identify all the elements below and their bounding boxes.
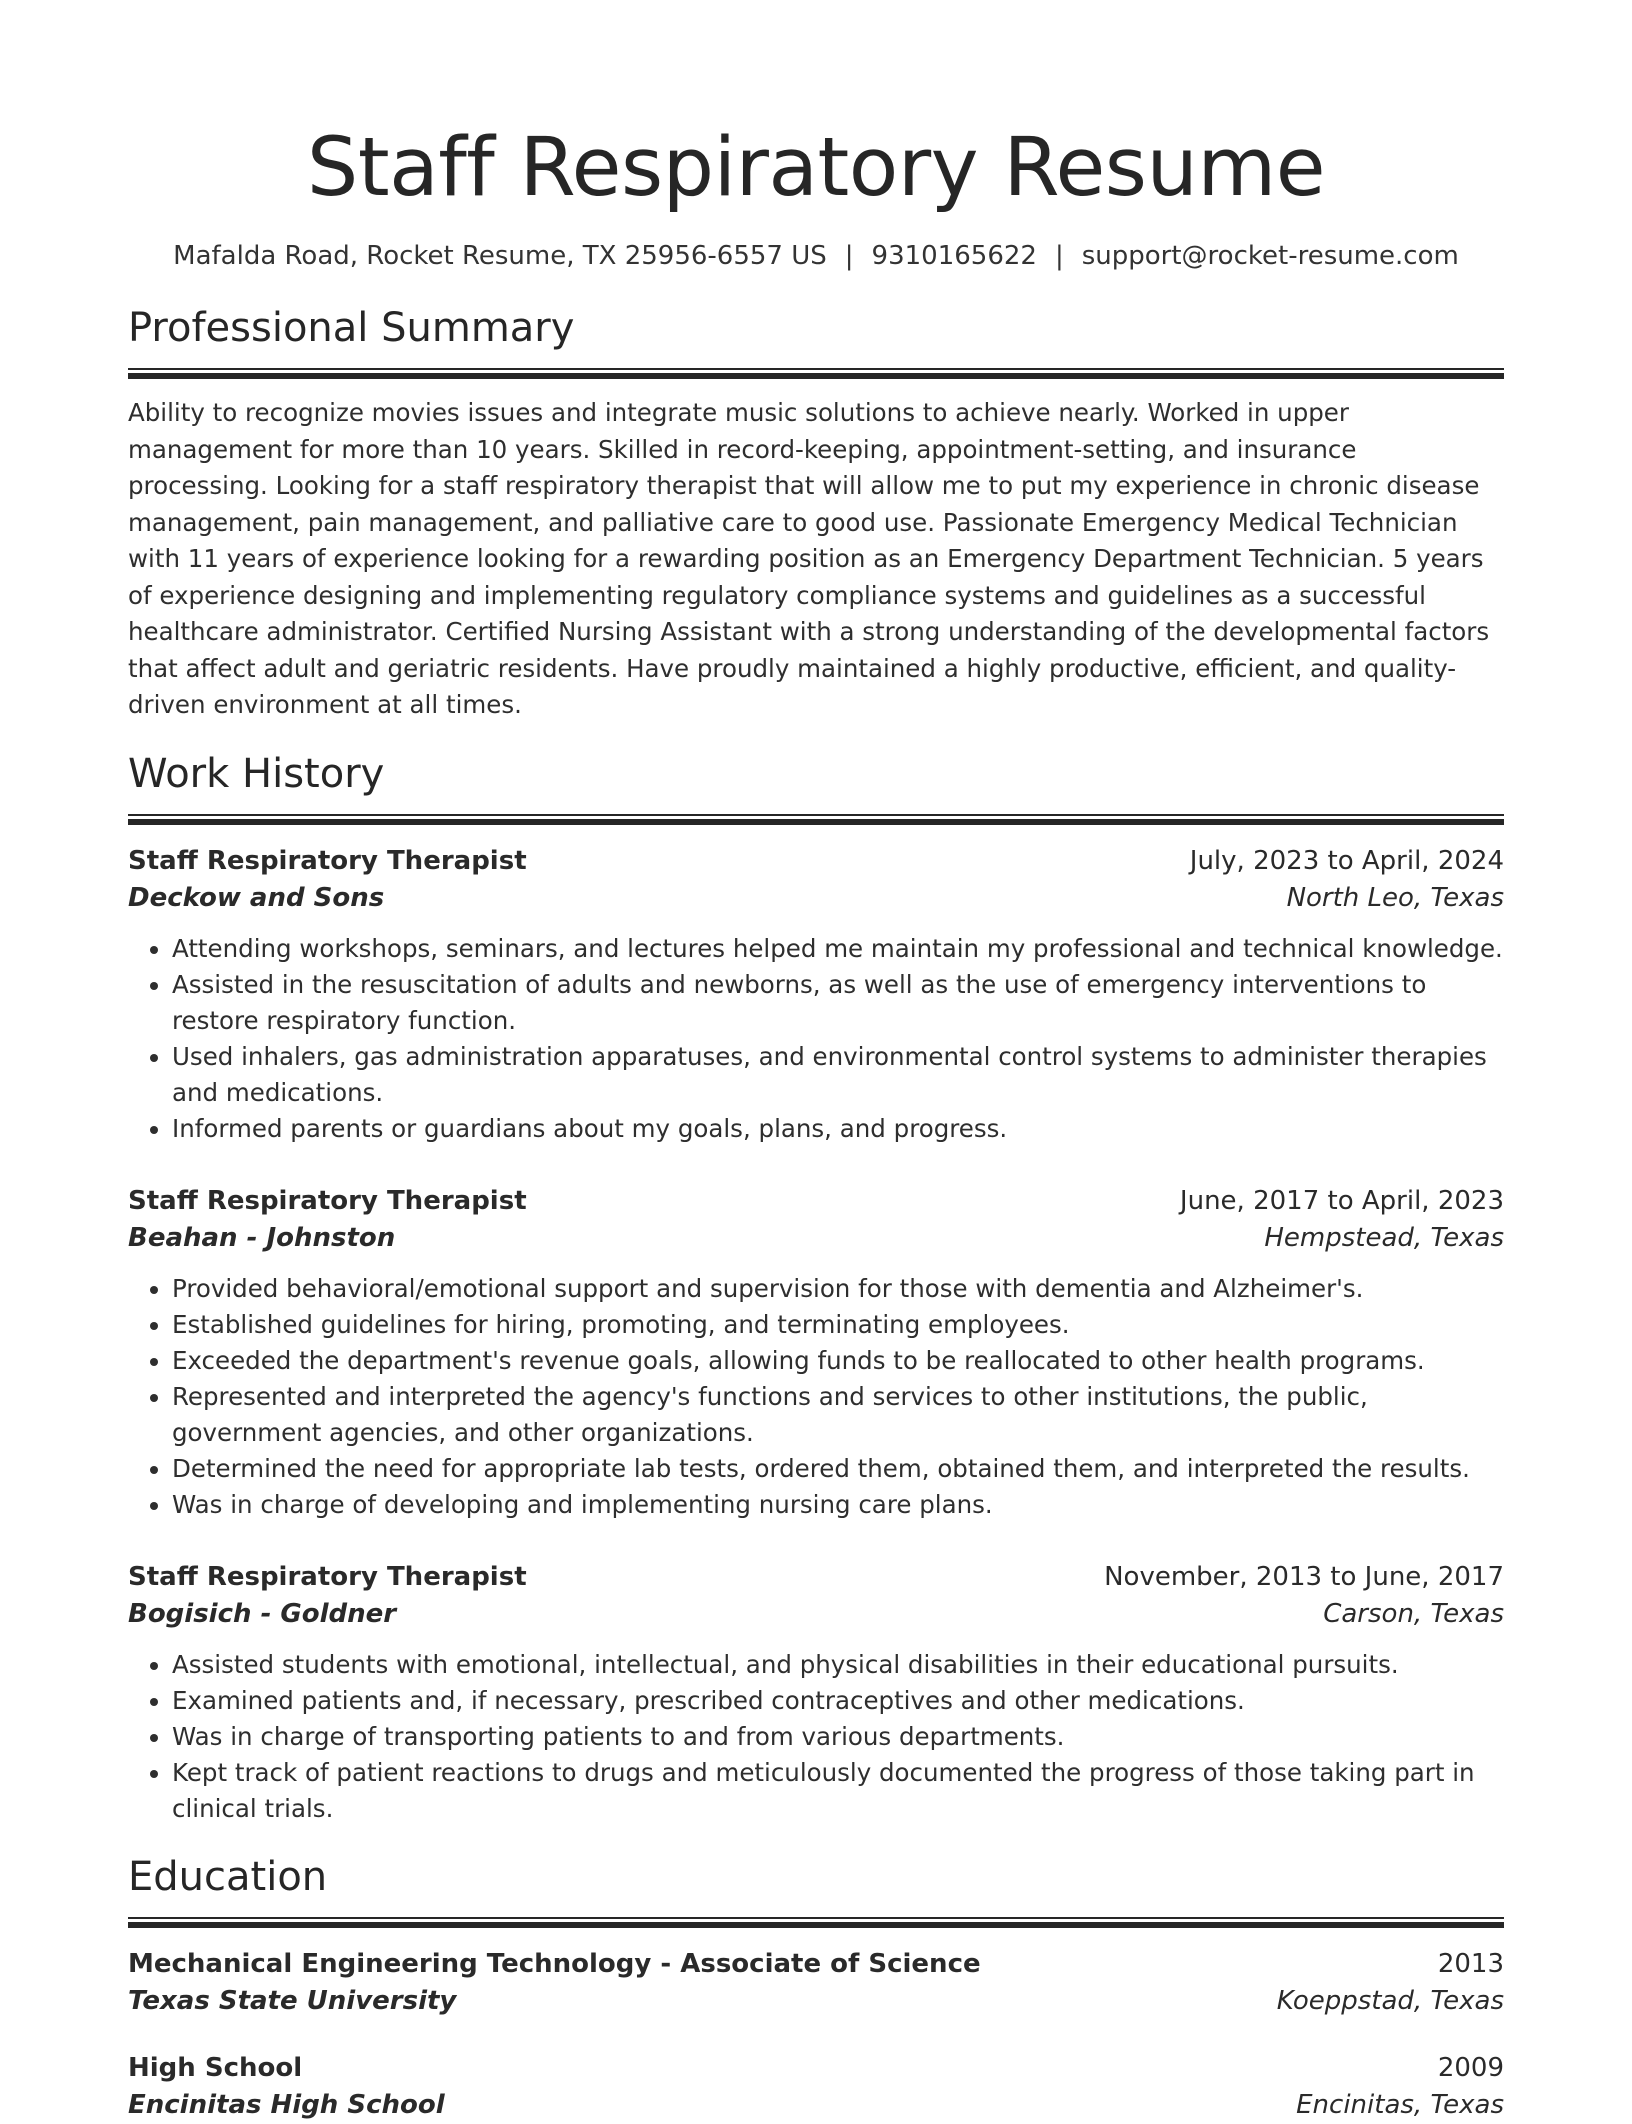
job-bullet: • Determined the need for appropriate lab tests, ordered them, obtained them, and interpreted the results.: [172, 1451, 1504, 1487]
education-entry: [128, 1946, 1504, 2020]
job-location: Hempstead, Texas: [1264, 1223, 1504, 1253]
job-bullets: [128, 1647, 1504, 1827]
summary-heading: Professional Summary: [128, 305, 575, 351]
job-bullet: • Used inhalers, gas administration apparatuses, and environmental control systems to administer therapies and medications.: [172, 1039, 1504, 1111]
job-bullets: [128, 1271, 1504, 1523]
education-degree: High School: [128, 2053, 303, 2083]
work-history-heading: Work History: [128, 751, 385, 797]
contact-address: Mafalda Road, Rocket Resume, TX 25956-6557 US: [173, 241, 827, 271]
education-degree: Mechanical Engineering Technology - Associate of Science: [128, 1949, 981, 1979]
work-history-section: [128, 748, 1504, 1827]
job-entry: [128, 1559, 1504, 1827]
job-bullet: • Informed parents or guardians about my goals, plans, and progress.: [172, 1111, 1504, 1147]
education-school: Encinitas High School: [128, 2090, 445, 2120]
section-divider: [128, 1917, 1504, 1928]
job-entry: [128, 843, 1504, 1147]
summary-section: [128, 302, 1504, 724]
job-dates: November, 2013 to June, 2017: [1104, 1562, 1504, 1592]
resume-title: Staff Respiratory Resume: [306, 121, 1326, 215]
job-dates: July, 2023 to April, 2024: [1189, 846, 1504, 876]
contact-email: support@rocket-resume.com: [1081, 241, 1459, 271]
contact-phone: 9310165622: [871, 241, 1037, 271]
education-year: 2009: [1437, 2053, 1504, 2083]
job-dates: June, 2017 to April, 2023: [1179, 1186, 1504, 1216]
education-location: Encinitas, Texas: [1296, 2090, 1504, 2120]
job-bullet: • Provided behavioral/emotional support and supervision for those with dementia and Alzheimer's.: [172, 1271, 1504, 1307]
job-bullet: • Kept track of patient reactions to drugs and meticulously documented the progress of those taking part in clinical trials.: [172, 1755, 1504, 1827]
job-bullet: • Attending workshops, seminars, and lectures helped me maintain my professional and technical knowledge.: [172, 931, 1504, 967]
contact-line: [128, 240, 1504, 272]
job-bullet: • Assisted students with emotional, intellectual, and physical disabilities in their educational pursuits.: [172, 1647, 1504, 1683]
education-section: [128, 1851, 1504, 2124]
job-location: Carson, Texas: [1323, 1599, 1504, 1629]
job-bullet: • Was in charge of developing and implementing nursing care plans.: [172, 1487, 1504, 1523]
job-company: Deckow and Sons: [128, 883, 385, 913]
job-bullets: [128, 931, 1504, 1147]
job-bullet: • Exceeded the department's revenue goals, allowing funds to be reallocated to other health programs.: [172, 1343, 1504, 1379]
job-bullet: • Examined patients and, if necessary, prescribed contraceptives and other medications.: [172, 1683, 1504, 1719]
job-bullet: • Assisted in the resuscitation of adults and newborns, as well as the use of emergency interventions to restore respiratory function.: [172, 967, 1504, 1039]
job-bullet: • Was in charge of transporting patients to and from various departments.: [172, 1719, 1504, 1755]
job-title: Staff Respiratory Therapist: [128, 846, 527, 876]
contact-separator: |: [844, 241, 854, 271]
job-entry: [128, 1183, 1504, 1523]
education-location: Koeppstad, Texas: [1276, 1986, 1504, 2016]
job-company: Bogisich - Goldner: [128, 1599, 397, 1629]
education-entry: [128, 2050, 1504, 2124]
job-location: North Leo, Texas: [1286, 883, 1504, 913]
section-divider: [128, 368, 1504, 379]
contact-separator: |: [1054, 241, 1064, 271]
education-heading: Education: [128, 1854, 328, 1900]
job-title: Staff Respiratory Therapist: [128, 1562, 527, 1592]
education-school: Texas State University: [128, 1986, 457, 2016]
job-bullet: • Established guidelines for hiring, promoting, and terminating employees.: [172, 1307, 1504, 1343]
job-company: Beahan - Johnston: [128, 1223, 396, 1253]
job-title: Staff Respiratory Therapist: [128, 1186, 527, 1216]
section-divider: [128, 814, 1504, 825]
job-bullet: • Represented and interpreted the agency's functions and services to other institutions, the public, government agencies, and other organizations.: [172, 1379, 1504, 1451]
summary-text: Ability to recognize movies issues and integrate music solutions to achieve nearly. Worked in upper management for more than 10 years. Skilled in record-keeping, appointment-setting, and insurance processing. Looking for a staff respiratory therapist that will allow me to put my experience in chronic disease management, pain management, and palliative care to good use. Passionate Emergency Medical Technician with 11 years of experience looking for a rewarding position as an Emergency Department Technician. 5 years of experience designing and implementing regulatory compliance systems and guidelines as a successful healthcare administrator. Certified Nursing Assistant with a strong understanding of the developmental factors that affect adult and geriatric residents. Have proudly maintained a highly productive, efficient, and quality-driven environment at all times.: [128, 398, 1490, 719]
education-year: 2013: [1437, 1949, 1504, 1979]
